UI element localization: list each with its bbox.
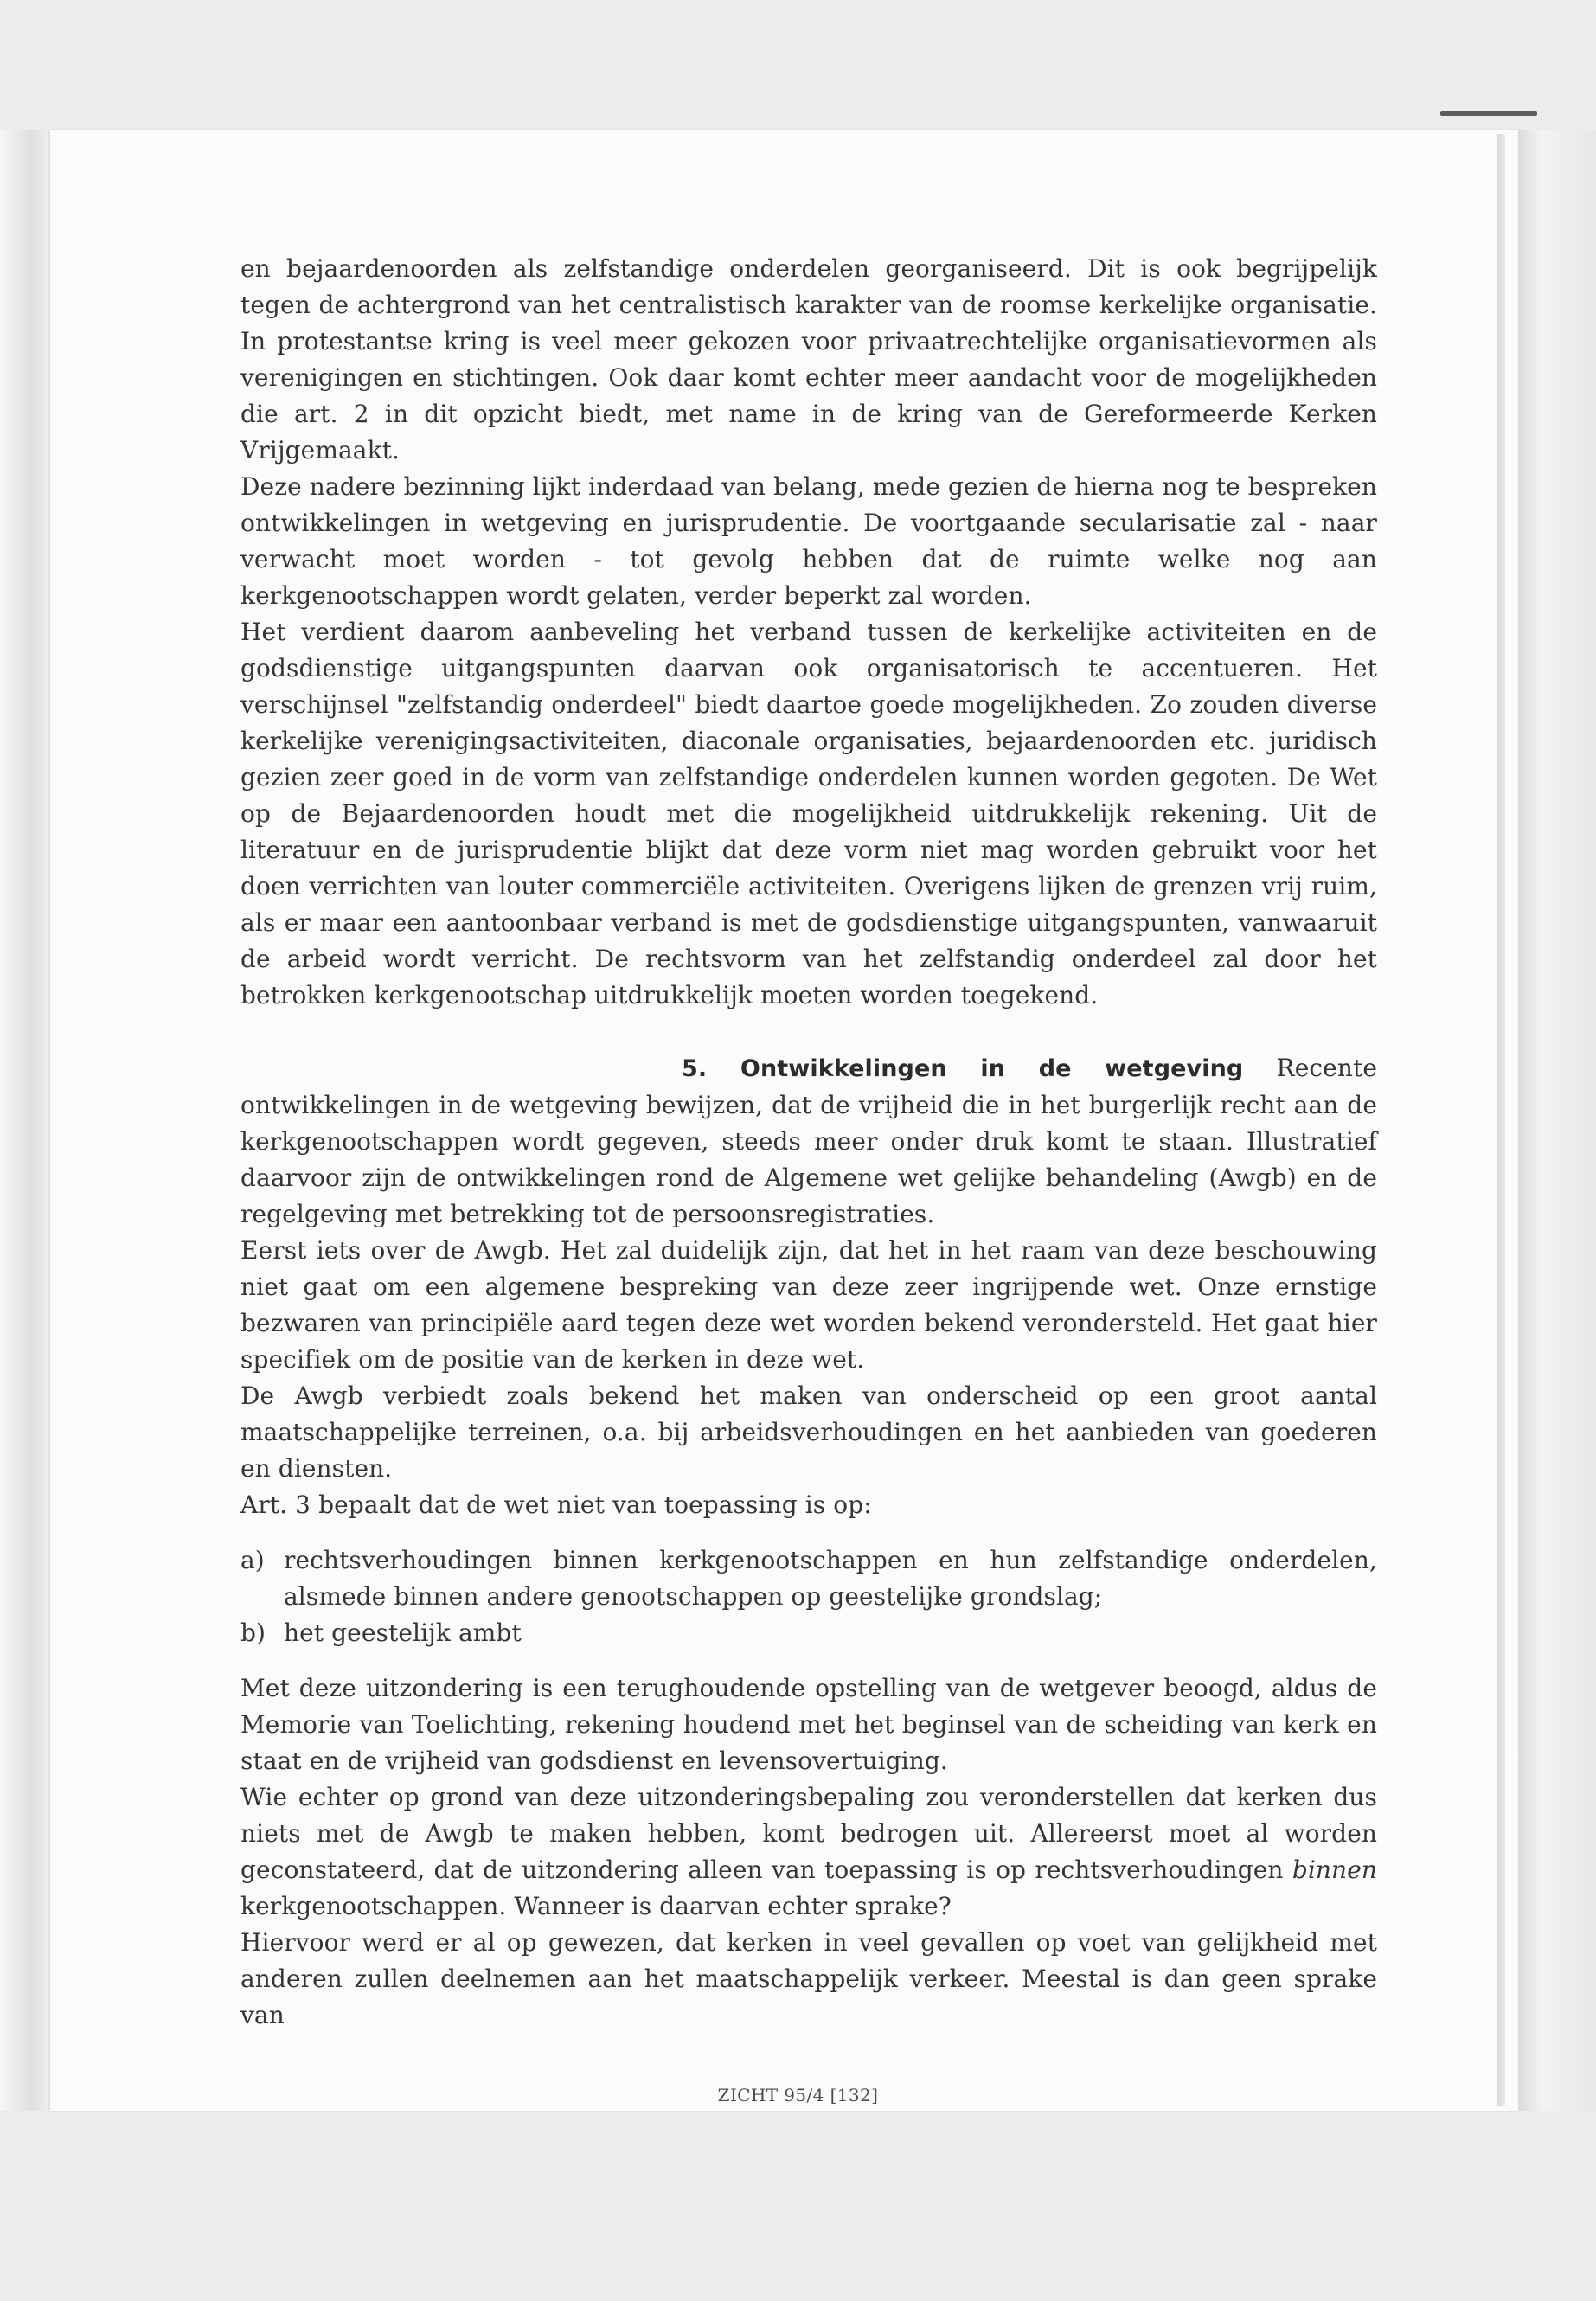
paragraph-final: Hiervoor werd er al op gewezen, dat kerken in veel gevallen op voet van gelijkheid met anderen zullen deelnemen aan het maatschappelijk verkeer. Meestal is dan geen sprake van xyxy=(240,1928,1377,2029)
left-page-edge xyxy=(0,130,50,2111)
section-paragraph xyxy=(240,1050,1377,1233)
paragraph-binnen xyxy=(240,1779,1377,1925)
section-gap xyxy=(240,1014,1377,1050)
paragraph-art3: Art. 3 bepaalt dat de wet niet van toepassing is op: xyxy=(240,1490,872,1519)
paragraph-awgb-1: Eerst iets over de Awgb. Het zal duidelijk zijn, dat het in het raam van deze beschouwing niet gaat om een algemene bespreking van deze zeer ingrijpende wet. Onze ernstige bezwaren van principiële aard tegen deze wet worden bekend verondersteld. Het gaat hier specifiek om de positie van de kerken in deze wet. xyxy=(240,1236,1377,1374)
right-page-edge xyxy=(1518,130,1596,2111)
exception-list xyxy=(240,1542,1377,1651)
paragraph-binnen-part2: kerkgenootschappen. Wanneer is daarvan echter sprake? xyxy=(240,1892,952,1920)
top-right-mark xyxy=(1440,111,1537,116)
paragraph-3: Het verdient daarom aanbeveling het verband tussen de kerkelijke activiteiten en de godsdienstige uitgangspunten daarvan ook organisatorisch te accentueren. Het verschijnsel "zelfstandig onderdeel" biedt daartoe goede mogelijkheden. Zo zouden diverse kerkelijke verenigingsactiviteiten, diaconale organisaties, bejaardenoorden etc. juridisch gezien zeer goed in de vorm van zelfstandige onderdelen kunnen worden gegoten. De Wet op de Bejaardenoorden houdt met die mogelijkheid uitdrukkelijk rekening. Uit de literatuur en de jurisprudentie blijkt dat deze vorm niet mag worden gebruikt voor het doen verrichten van louter commerciële activiteiten. Overigens lijken de grenzen vrij ruim, als er maar een aantoonbaar verband is met de godsdienstige uitgangspunten, vanwaaruit de arbeid wordt verricht. De rechtsvorm van het zelfstandig onderdeel zal door het betrokken kerkgenootschap uitdrukkelijk moeten worden toegekend. xyxy=(240,618,1377,1009)
document-content xyxy=(240,251,1377,2034)
list-item xyxy=(240,1615,1377,1651)
list-item-text: het geestelijk ambt xyxy=(284,1618,522,1647)
paragraph-awgb-2: De Awgb verbiedt zoals bekend het maken van onderscheid op een groot aantal maatschappelijke terreinen, o.a. bij arbeidsverhoudingen en het aanbieden van goederen en diensten. xyxy=(240,1381,1377,1483)
paragraph-binnen-part1: Wie echter op grond van deze uitzonderingsbepaling zou veronderstellen dat kerken dus niets met de Awgb te maken hebben, komt bedrogen uit. Allereerst moet al worden geconstateerd, dat de uitzondering alleen van toepassing is op rechtsverhoudingen xyxy=(240,1783,1377,1884)
list-marker: a) xyxy=(240,1546,265,1574)
list-marker: b) xyxy=(240,1618,266,1647)
paragraph-1: en bejaardenoorden als zelfstandige onderdelen georganiseerd. Dit is ook begrijpelijk tegen de achtergrond van het centralistisch karakter van de roomse kerkelijke organisatie. In protestantse kring is veel meer gekozen voor privaatrechtelijke organisatievormen als verenigingen en stichtingen. Ook daar komt echter meer aandacht voor de mogelijkheden die art. 2 in dit opzicht biedt, met name in de kring van de Gereformeerde Kerken Vrijgemaakt. xyxy=(240,254,1377,465)
binding-shadow xyxy=(1497,134,1505,2106)
page-footer: ZICHT 95/4 [132] xyxy=(717,2085,879,2106)
paragraph-2: Deze nadere bezinning lijkt inderdaad van belang, mede gezien de hierna nog te bespreken ontwikkelingen in wetgeving en jurisprudentie. De voortgaande secularisatie zal - naar verwacht moet worden - tot gevolg hebben dat de ruimte welke nog aan kerkgenootschappen wordt gelaten, verder beperkt zal worden. xyxy=(240,472,1377,610)
section-intro-text: Recente ontwikkelingen in de wetgeving bewijzen, dat de vrijheid die in het burgerlijk recht aan de kerkgenootschappen wordt gegeven, steeds meer onder druk komt te staan. Illustratief daarvoor zijn de ontwikkelingen rond de Algemene wet gelijke behandeling (Awgb) en de regelgeving met betrekking tot de persoonsregistraties. xyxy=(240,1054,1377,1228)
paragraph-memorie: Met deze uitzondering is een terughoudende opstelling van de wetgever beoogd, aldus de Memorie van Toelichting, rekening houdend met het beginsel van de scheiding van kerk en staat en de vrijheid van godsdienst en levensovertuiging. xyxy=(240,1674,1377,1775)
emphasis-binnen: binnen xyxy=(1292,1856,1377,1884)
section-heading: 5. Ontwikkelingen in de wetgeving xyxy=(682,1055,1244,1082)
list-gap-after xyxy=(240,1651,1377,1670)
list-item xyxy=(240,1542,1377,1615)
list-gap-before xyxy=(240,1523,1377,1542)
list-item-text: rechtsverhoudingen binnen kerkgenootschappen en hun zelfstandige onderdelen, alsmede binnen andere genootschappen op geestelijke grondslag; xyxy=(284,1546,1377,1611)
